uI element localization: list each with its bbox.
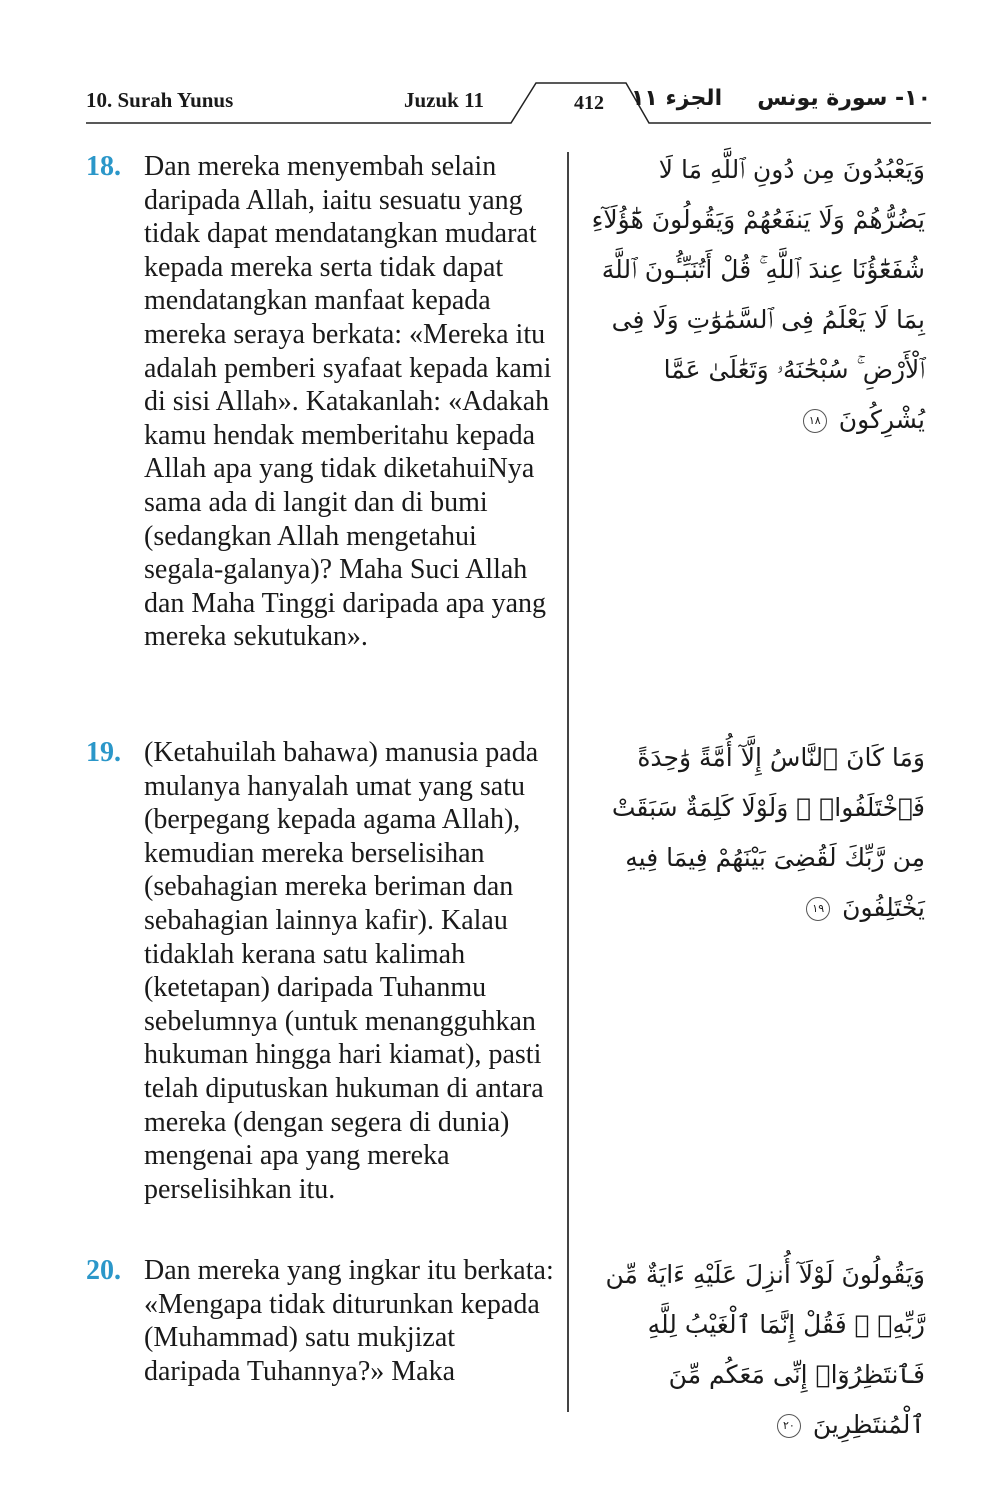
column-divider [567,152,569,1412]
verse-arabic-18 [590,145,925,445]
verse-arabic-19 [590,733,925,933]
page-header [86,78,931,128]
verse-translation-18 [86,150,556,654]
ayah-end-marker: ٢٠ [777,1414,801,1438]
verse-translation-20 [86,1254,556,1388]
surah-title-arabic: ١٠- سورة يونس [757,86,931,111]
verse-text: Dan mereka yang ingkar itu berkata: «Mengapa tidak diturunkan kepada (Muhammad) satu mukjizat daripada Tuhannya?» Maka [144,1255,554,1387]
page-number: 412 [574,92,604,114]
ayah-end-marker: ١٩ [806,897,830,921]
verse-number: 20. [86,1255,121,1286]
juz-title-latin: Juzuk 11 [404,88,484,112]
verse-number: 19. [86,737,121,768]
verse-text: Dan mereka menyembah selain daripada Allah, iaitu sesuatu yang tidak dapat mendatangkan mudarat kepada mereka serta tidak dapat mendatangkan manfaat kepada mereka seraya berkata: «Mereka itu adalah pemberi syafaat kepada kami di sisi Allah». Katakanlah: «Adakah kamu hendak memberitahu kepada Allah apa yang tidak diketahuiNya sama ada di langit dan di bumi (sedangkan Allah mengetahui segala-galanya)? Maha Suci Allah dan Maha Tinggi daripada apa yang mereka sekutukan». [144,151,552,653]
arabic-text: وَيَقُولُونَ لَوْلَآ أُنزِلَ عَلَيْهِ ءَايَةٌ مِّن رَّبِّهِۦ ۖ فَقُلْ إِنَّمَا ٱلْغَيْبُ لِلَّهِ فَٱنتَظِرُوٓا۟ إِنِّى مَعَكُم مِّنَ ٱلْمُنتَظِرِينَ [605,1260,925,1439]
verse-translation-19 [86,736,556,1206]
verse-number: 18. [86,151,121,182]
verse-text: (Ketahuilah bahawa) manusia pada mulanya hanyalah umat yang satu (berpegang kepada agama Allah), kemudian mereka berselisihan (sebahagian mereka beriman dan sebahagian lainnya kafir). Kalau tidaklah kerana satu kalimah (ketetapan) daripada Tuhanmu sebelumnya (untuk menangguhkan hukuman hingga hari kiamat), pasti telah diputuskan hukuman di antara mereka (dengan segera di dunia) mengenai apa yang mereka perselisihkan itu. [144,737,544,1205]
arabic-text: وَمَا كَانَ ٱلنَّاسُ إِلَّآ أُمَّةً وَٰحِدَةً فَٱخْتَلَفُوا۟ ۚ وَلَوْلَا كَلِمَةٌ سَبَقَتْ مِن رَّبِّكَ لَقُضِىَ بَيْنَهُمْ فِيمَا فِيهِ يَخْتَلِفُونَ [611,743,925,922]
ayah-end-marker: ١٨ [803,409,827,433]
verse-arabic-20 [590,1250,925,1450]
arabic-text: وَيَعْبُدُونَ مِن دُونِ ٱللَّهِ مَا لَا يَضُرُّهُمْ وَلَا يَنفَعُهُمْ وَيَقُولُونَ هَٰٓؤُلَآءِ شُفَعَٰٓؤُنَا عِندَ ٱللَّهِ ۚ قُلْ أَتُنَبِّـُٔونَ ٱللَّهَ بِمَا لَا يَعْلَمُ فِى ٱلسَّمَٰوَٰتِ وَلَا فِى ٱلْأَرْضِ ۚ سُبْحَٰنَهُۥ وَتَعَٰلَىٰ عَمَّا يُشْرِكُونَ [591,155,925,434]
surah-title-latin: 10. Surah Yunus [86,88,234,112]
juz-title-arabic: الجزء ١١ [631,86,723,111]
